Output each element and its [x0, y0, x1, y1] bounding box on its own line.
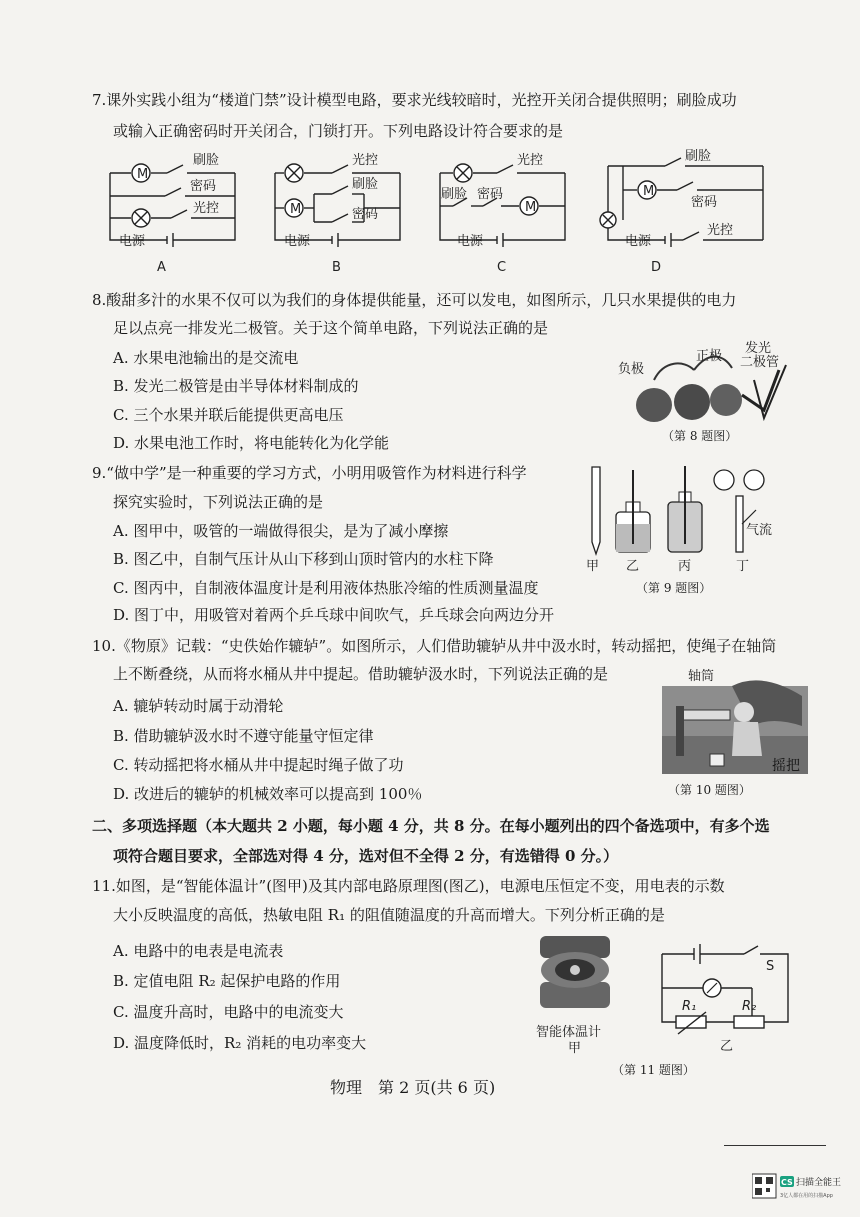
q11-choice-d: D. 温度降低时，R₂ 消耗的电功率变大 — [113, 1034, 367, 1052]
q10-choice-c: C. 转动摇把将水桶从井中提起时绳子做了功 — [113, 756, 404, 774]
label-power-b: 电源 — [284, 234, 311, 249]
motor-label-a: M — [137, 167, 149, 182]
q7-stem-line2: 或输入正确密码时开关闭合，门锁打开。下列电路设计符合要求的是 — [113, 122, 564, 140]
footer-rule — [724, 1145, 826, 1146]
label-power-c: 电源 — [457, 234, 484, 249]
label-r1: R₁ — [682, 999, 697, 1014]
label-light-c: 光控 — [517, 153, 544, 168]
q11-caption: （第 11 题图） — [612, 1063, 695, 1077]
q10-choice-b: B. 借助辘轳汲水时不遵守能量守恒定律 — [113, 727, 374, 745]
q8-caption: （第 8 题图） — [662, 429, 738, 443]
q9-choice-d: D. 图丁中，用吸管对着两个乒乓球中间吹气，乒乓球会向两边分开 — [113, 606, 555, 624]
label-jia: 甲 — [586, 559, 600, 572]
label-face-b: 刷脸 — [352, 177, 379, 192]
label-jia-11: 甲 — [568, 1041, 582, 1056]
q8-choice-d: D. 水果电池工作时，将电能转化为化学能 — [113, 434, 390, 452]
q8-stem-line1: 8.酸甜多汁的水果不仅可以为我们的身体提供能量，还可以发电，如图所示，几只水果提供的电力 — [92, 291, 737, 309]
scanner-sub: 3亿人都在用的扫描App — [780, 1193, 833, 1199]
q11-thermometer-figure — [530, 932, 798, 1057]
label-face-c: 刷脸 — [441, 187, 468, 202]
q9-stem-line2: 探究实验时，下列说法正确的是 — [113, 493, 324, 511]
q9-caption: （第 9 题图） — [636, 581, 712, 595]
q10-caption: （第 10 题图） — [668, 783, 751, 797]
q9-stem-line1: 9.“做中学”是一种重要的学习方式，小明用吸管作为材料进行科学 — [92, 464, 527, 482]
label-face-a: 刷脸 — [193, 153, 220, 168]
label-airflow: 气流 — [746, 523, 773, 538]
circuit-a — [110, 153, 235, 275]
label-led-1: 发光 — [745, 341, 772, 356]
circuit-c — [440, 152, 565, 275]
label-yi-11: 乙 — [720, 1039, 734, 1054]
q9-straw-figures — [586, 462, 786, 572]
scanner-badge: CS — [781, 1178, 793, 1187]
label-negative: 负极 — [618, 362, 645, 377]
label-positive: 正极 — [696, 349, 723, 364]
label-light-a: 光控 — [193, 201, 220, 216]
q11-choice-c: C. 温度升高时，电路中的电流变大 — [113, 1003, 344, 1021]
label-led-2: 二极管 — [740, 355, 780, 370]
q11-stem-line1: 11.如图，是“智能体温计”(图甲)及其内部电路原理图(图乙)，电源电压恒定不变，用电表的示数 — [92, 877, 725, 895]
label-handle: 摇把 — [772, 758, 800, 774]
q10-choice-d: D. 改进后的辘轳的机械效率可以提高到 100％ — [113, 785, 423, 803]
label-switch: S — [766, 959, 775, 974]
circuit-d — [600, 149, 763, 275]
motor-label-b: M — [290, 202, 302, 217]
motor-label-d: M — [643, 184, 655, 199]
circuit-b — [275, 152, 400, 275]
section2-heading-line1: 二、多项选择题（本大题共 2 小题，每小题 4 分，共 8 分。在每小题列出的四个备选项中，有多个选 — [92, 817, 770, 835]
motor-label-c: M — [525, 200, 537, 215]
label-bing: 丙 — [678, 559, 692, 572]
q11-choice-a: A. 电路中的电表是电流表 — [113, 942, 284, 960]
option-b: B — [332, 260, 341, 275]
label-r2: R₂ — [742, 999, 757, 1014]
q9-choice-a: A. 图甲中，吸管的一端做得很尖，是为了减小摩擦 — [113, 522, 449, 540]
label-device: 智能体温计 — [536, 1025, 602, 1040]
label-light-d: 光控 — [707, 223, 734, 238]
scanner-name: 扫描全能王 — [796, 1178, 842, 1188]
label-power-a: 电源 — [119, 234, 146, 249]
q10-choice-a: A. 辘轳转动时属于动滑轮 — [113, 697, 284, 715]
q9-choice-b: B. 图乙中，自制气压计从山下移到山顶时管内的水柱下降 — [113, 550, 494, 568]
q8-choice-a: A. 水果电池输出的是交流电 — [113, 349, 299, 367]
q10-stem-line1: 10.《物原》记载：“史佚始作辘轳”。如图所示，人们借助辘轳从井中汲水时，转动摇把，使绳子在轴筒 — [92, 637, 777, 655]
label-code-d: 密码 — [691, 195, 718, 210]
q9-choice-c: C. 图丙中，自制液体温度计是利用液体热胀冷缩的性质测量温度 — [113, 579, 539, 597]
label-code-a: 密码 — [190, 179, 217, 194]
section2-heading-line2: 项符合题目要求，全部选对得 4 分，选对但不全得 2 分，有选错得 0 分。） — [113, 847, 619, 865]
q8-stem-line2: 足以点亮一排发光二极管。关于这个简单电路，下列说法正确的是 — [113, 319, 549, 337]
page-footer: 物理 第 2 页(共 6 页) — [330, 1078, 496, 1097]
option-c: C — [497, 260, 507, 275]
label-yi: 乙 — [626, 559, 640, 572]
scanner-watermark — [752, 1172, 848, 1202]
label-ding: 丁 — [736, 559, 750, 572]
option-a: A — [157, 260, 166, 275]
q11-stem-line2: 大小反映温度的高低，热敏电阻 R₁ 的阻值随温度的升高而增大。下列分析正确的是 — [113, 906, 665, 924]
q8-choice-b: B. 发光二极管是由半导体材料制成的 — [113, 377, 359, 395]
label-code-b: 密码 — [352, 207, 379, 222]
label-axle: 轴筒 — [688, 669, 715, 684]
q10-stem-line2: 上不断叠绕，从而将水桶从井中提起。借助辘轳汲水时，下列说法正确的是 — [113, 665, 609, 683]
q7-stem-line1: 7.课外实践小组为“楼道门禁”设计模型电路，要求光线较暗时，光控开关闭合提供照明；刷脸成功 — [92, 91, 737, 109]
label-code-c: 密码 — [477, 187, 504, 202]
option-d: D — [651, 260, 662, 275]
q8-choice-c: C. 三个水果并联后能提供更高电压 — [113, 406, 344, 424]
label-face-d: 刷脸 — [685, 149, 712, 164]
q7-circuit-diagrams — [105, 148, 805, 276]
label-power-d: 电源 — [625, 234, 652, 249]
label-light-b: 光控 — [352, 153, 379, 168]
q10-windlass-figure — [662, 666, 808, 774]
q11-choice-b: B. 定值电阻 R₂ 起保护电路的作用 — [113, 972, 341, 990]
